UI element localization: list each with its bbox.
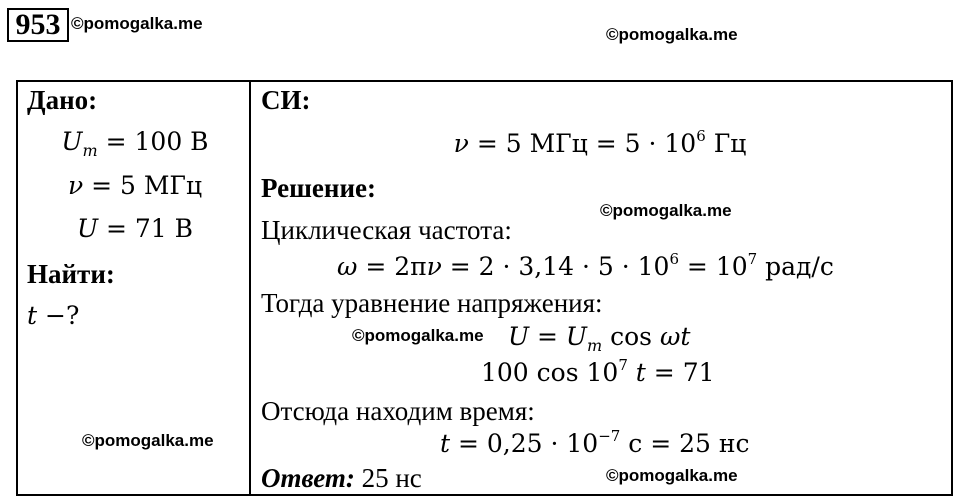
cyclic-label: Циклическая частота:	[261, 215, 512, 245]
find-header: Найти:	[27, 259, 115, 289]
watermark: ©pomogalka.me	[606, 25, 738, 44]
given-nu: ν = 5 МГц	[67, 171, 203, 200]
si-line: ν = 5 МГц = $5 \cdot 10^6$ Гц	[453, 127, 747, 158]
solution-header: Решение:	[261, 173, 376, 203]
watermark: ©pomogalka.me	[600, 201, 732, 220]
voltage-equation: $U = U_m$ cos ωt	[508, 322, 691, 355]
watermark: ©pomogalka.me	[352, 326, 484, 345]
time-label: Отсюда находим время:	[261, 396, 535, 426]
watermark: ©pomogalka.me	[606, 466, 738, 485]
answer-value: 25 нс	[354, 463, 422, 493]
given-header: Дано:	[27, 85, 98, 115]
answer-label: Ответ:	[261, 463, 355, 493]
omega-equation: $\omega = 2\pi\nu = 2 \cdot 3,14 \cdot 5 \cdot 10^6 = 10^7$ рад/с	[337, 250, 834, 281]
watermark: ©pomogalka.me	[82, 431, 214, 450]
time-equation: $t = 0,25 \cdot 10^{-7}$ с = 25 нс	[440, 427, 750, 458]
problem-number: 953	[7, 8, 69, 42]
find-t: t −?	[27, 301, 80, 330]
answer-line	[261, 462, 422, 494]
substituted-equation: 100 $\cos 10^7$ t = 71	[481, 356, 715, 387]
voltage-label: Тогда уравнение напряжения:	[261, 288, 603, 318]
si-header: СИ:	[261, 85, 311, 115]
watermark: ©pomogalka.me	[71, 14, 203, 33]
given-u: U = 71 В	[76, 214, 194, 243]
given-um: $U_m = 100$ В	[61, 127, 209, 160]
